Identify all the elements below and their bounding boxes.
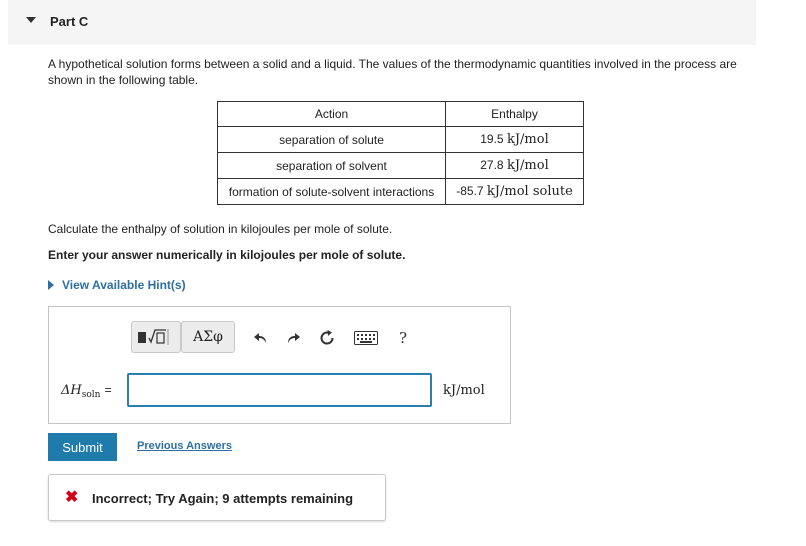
enthalpy-value: -85.7 [456, 184, 484, 198]
action-cell: separation of solute [218, 127, 446, 153]
collapse-triangle-icon[interactable] [26, 17, 36, 23]
soln-subscript: soln [81, 390, 101, 400]
question-text: Calculate the enthalpy of solution in kilojoules per mole of solute. [48, 222, 393, 236]
column-header-enthalpy: Enthalpy [446, 102, 584, 127]
enthalpy-cell [446, 153, 584, 179]
enthalpy-cell [446, 179, 584, 205]
enthalpy-unit: kJ/mol [506, 132, 549, 147]
delta-h-symbol: ΔH [61, 383, 82, 398]
view-hints-link[interactable] [48, 278, 186, 292]
table-header-row [218, 102, 584, 127]
thermo-table [217, 101, 584, 205]
enthalpy-value: 19.5 [480, 132, 504, 146]
help-button[interactable]: ? [398, 329, 408, 347]
greek-symbols-label: ΑΣφ [193, 329, 223, 345]
action-cell: formation of solute-solvent interactions [218, 179, 446, 205]
problem-prompt: A hypothetical solution forms between a solid and a liquid. The values of the thermodynamic quantities involved in the process are shown in the following table. [48, 57, 737, 87]
table-row [218, 179, 584, 205]
templates-icon [136, 327, 176, 347]
incorrect-x-icon: ✖ [65, 489, 79, 506]
previous-answers-link[interactable]: Previous Answers [137, 440, 232, 452]
instruction-text: Enter your answer numerically in kilojoules per mole of solute. [48, 248, 406, 262]
submit-button[interactable]: Submit [48, 433, 117, 461]
enthalpy-unit: kJ/mol [506, 158, 549, 173]
feedback-box [48, 474, 386, 521]
answer-input[interactable] [127, 373, 432, 407]
equals-sign: = [104, 383, 112, 397]
delta-h-soln-label [61, 383, 112, 400]
part-title: Part C [50, 14, 89, 29]
undo-icon[interactable] [251, 328, 271, 348]
table-row [218, 127, 584, 153]
part-header[interactable] [8, 0, 756, 45]
column-header-action: Action [218, 102, 446, 127]
templates-button[interactable] [131, 321, 181, 353]
enthalpy-cell [446, 127, 584, 153]
enthalpy-value: 27.8 [480, 158, 504, 172]
answer-unit: kJ/mol [443, 383, 485, 398]
expand-triangle-icon [48, 280, 54, 290]
keyboard-icon[interactable] [353, 328, 379, 348]
redo-icon[interactable] [283, 328, 303, 348]
feedback-message: Incorrect; Try Again; 9 attempts remaining [92, 491, 354, 506]
greek-symbols-button[interactable] [181, 321, 235, 353]
answer-box [48, 306, 511, 424]
reset-icon[interactable] [317, 328, 337, 348]
hint-label: View Available Hint(s) [62, 278, 186, 292]
table-row [218, 153, 584, 179]
action-cell: separation of solvent [218, 153, 446, 179]
enthalpy-unit: kJ/mol solute [486, 184, 573, 199]
